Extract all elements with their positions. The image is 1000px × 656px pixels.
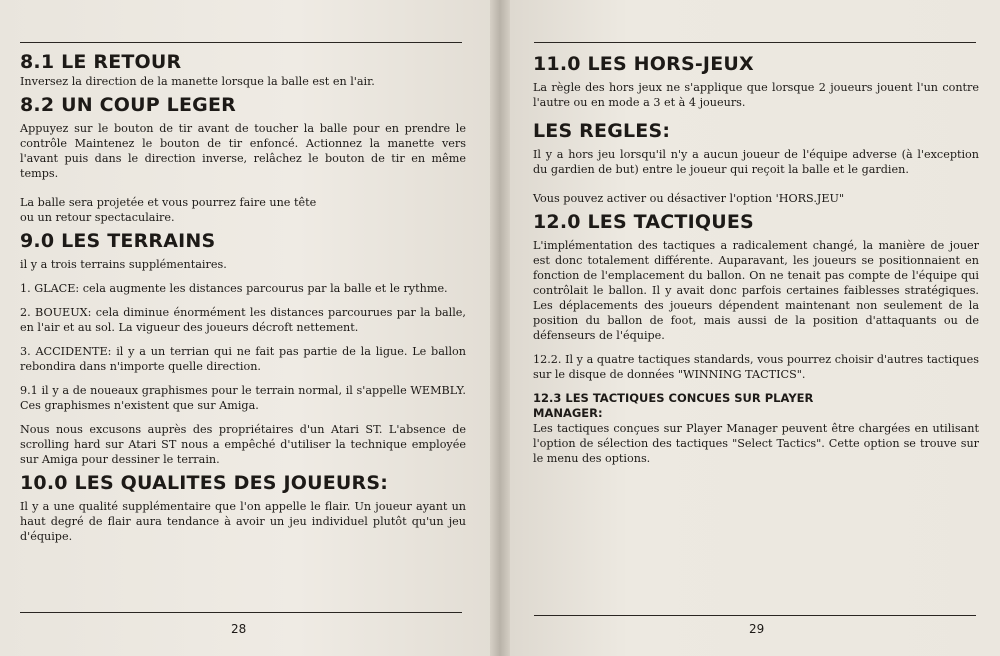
right-top-rule <box>534 42 976 43</box>
section-12-2-text: 12.2. Il y a quatre tactiques standards, vous pourrez choisir d'autres tactiques sur le disque de données "WINNING TACTICS". <box>533 353 979 381</box>
page-number-left: 28 <box>231 622 247 636</box>
atari-excuse-text: Nous nous excusons auprès des propriétaires d'un Atari ST. L'absence de scrolling hard sur Atari ST nous a empêché d'utiliser la technique employée sur Amiga pour dessiner le terrain. <box>20 423 466 466</box>
left-top-rule <box>20 42 462 43</box>
section-12-3-text: Les tactiques conçues sur Player Manager peuvent être chargées en utilisant l'option de sélection des tactiques "Select Tactics". Cette option se trouve sur le menu des options. <box>533 422 979 465</box>
section-9-0-title: 9.0 LES TERRAINS <box>20 230 216 252</box>
section-11-0-title: 11.0 LES HORS-JEUX <box>533 53 754 75</box>
section-8-2-text-2: La balle sera projetée et vous pourrez faire une tête ou un retour spectaculaire. <box>20 196 317 224</box>
book-gutter <box>490 0 510 656</box>
section-11-0-text: La règle des hors jeux ne s'applique que lorsque 2 joueurs jouent l'un contre l'autre ou en mode a 3 et à 4 joueurs. <box>533 81 979 109</box>
section-12-0-title: 12.0 LES TACTIQUES <box>533 211 754 233</box>
rules-option-text: Vous pouvez activer ou désactiver l'option 'HORS.JEU" <box>533 192 845 205</box>
section-12-3-title: 12.3 LES TACTIQUES CONCUES SUR PLAYER MANAGER: <box>533 391 814 420</box>
terrain-item-boueux: 2. BOUEUX: cela diminue énormément les distances parcourues par la balle, en l'air et au sol. La vigueur des joueurs décroft nettement. <box>20 306 466 334</box>
section-8-2-title: 8.2 UN COUP LEGER <box>20 94 236 116</box>
section-8-1-text: Inversez la direction de la manette lorsque la balle est en l'air. <box>20 75 375 88</box>
section-8-1-title: 8.1 LE RETOUR <box>20 51 182 73</box>
terrain-item-accidente: 3. ACCIDENTE: il y a un terrian qui ne fait pas partie de la ligue. Le ballon rebondira dans n'importe quelle direction. <box>20 345 466 373</box>
right-page-content <box>533 52 979 466</box>
section-10-0-title: 10.0 LES QUALITES DES JOUEURS: <box>20 472 389 494</box>
section-9-1-text: 9.1 il y a de noueaux graphismes pour le terrain normal, il s'appelle WEMBLY. Ces graphismes n'existent que sur Amiga. <box>20 384 466 412</box>
section-12-0-text: L'implémentation des tactiques a radicalement changé, la manière de jouer est donc totalement différente. Auparavant, les joueurs se positionnaient en fonction de l'emplacement du ballon. On ne tenait pas compte de l'équipe qui contrôlait le ballon. Il y avait donc parfois certaines faiblesses stratégiques. Les déplacements des joueurs dépendent maintenant non seulement de la position du ballon de foot, mais aussi de la position d'attaquants ou de défenseurs de l'équipe. <box>533 239 979 342</box>
section-9-0-intro: il y a trois terrains supplémentaires. <box>20 258 227 271</box>
section-10-0-text: Il y a une qualité supplémentaire que l'on appelle le flair. Un joueur ayant un haut degré de flair aura tendance à avoir un jeu individuel plutôt qu'un jeu d'équipe. <box>20 500 466 543</box>
rules-text: Il y a hors jeu lorsqu'il n'y a aucun joueur de l'équipe adverse (à l'exception du gardien de but) entre le joueur qui reçoit la balle et le gardien. <box>533 148 979 176</box>
page-number-right: 29 <box>749 622 765 636</box>
terrain-item-glace: 1. GLACE: cela augmente les distances parcourus par la balle et le rythme. <box>20 282 448 295</box>
section-8-2-text: Appuyez sur le bouton de tir avant de toucher la balle pour en prendre le contrôle Maintenez le bouton de tir enfoncé. Actionnez la manette vers l'avant puis dans le direction inverse, relâchez le bouton de tir en même temps. <box>20 122 466 180</box>
left-page-content <box>20 46 466 544</box>
left-bottom-rule <box>20 612 462 613</box>
rules-title: LES REGLES: <box>533 120 671 142</box>
right-bottom-rule <box>534 615 976 616</box>
